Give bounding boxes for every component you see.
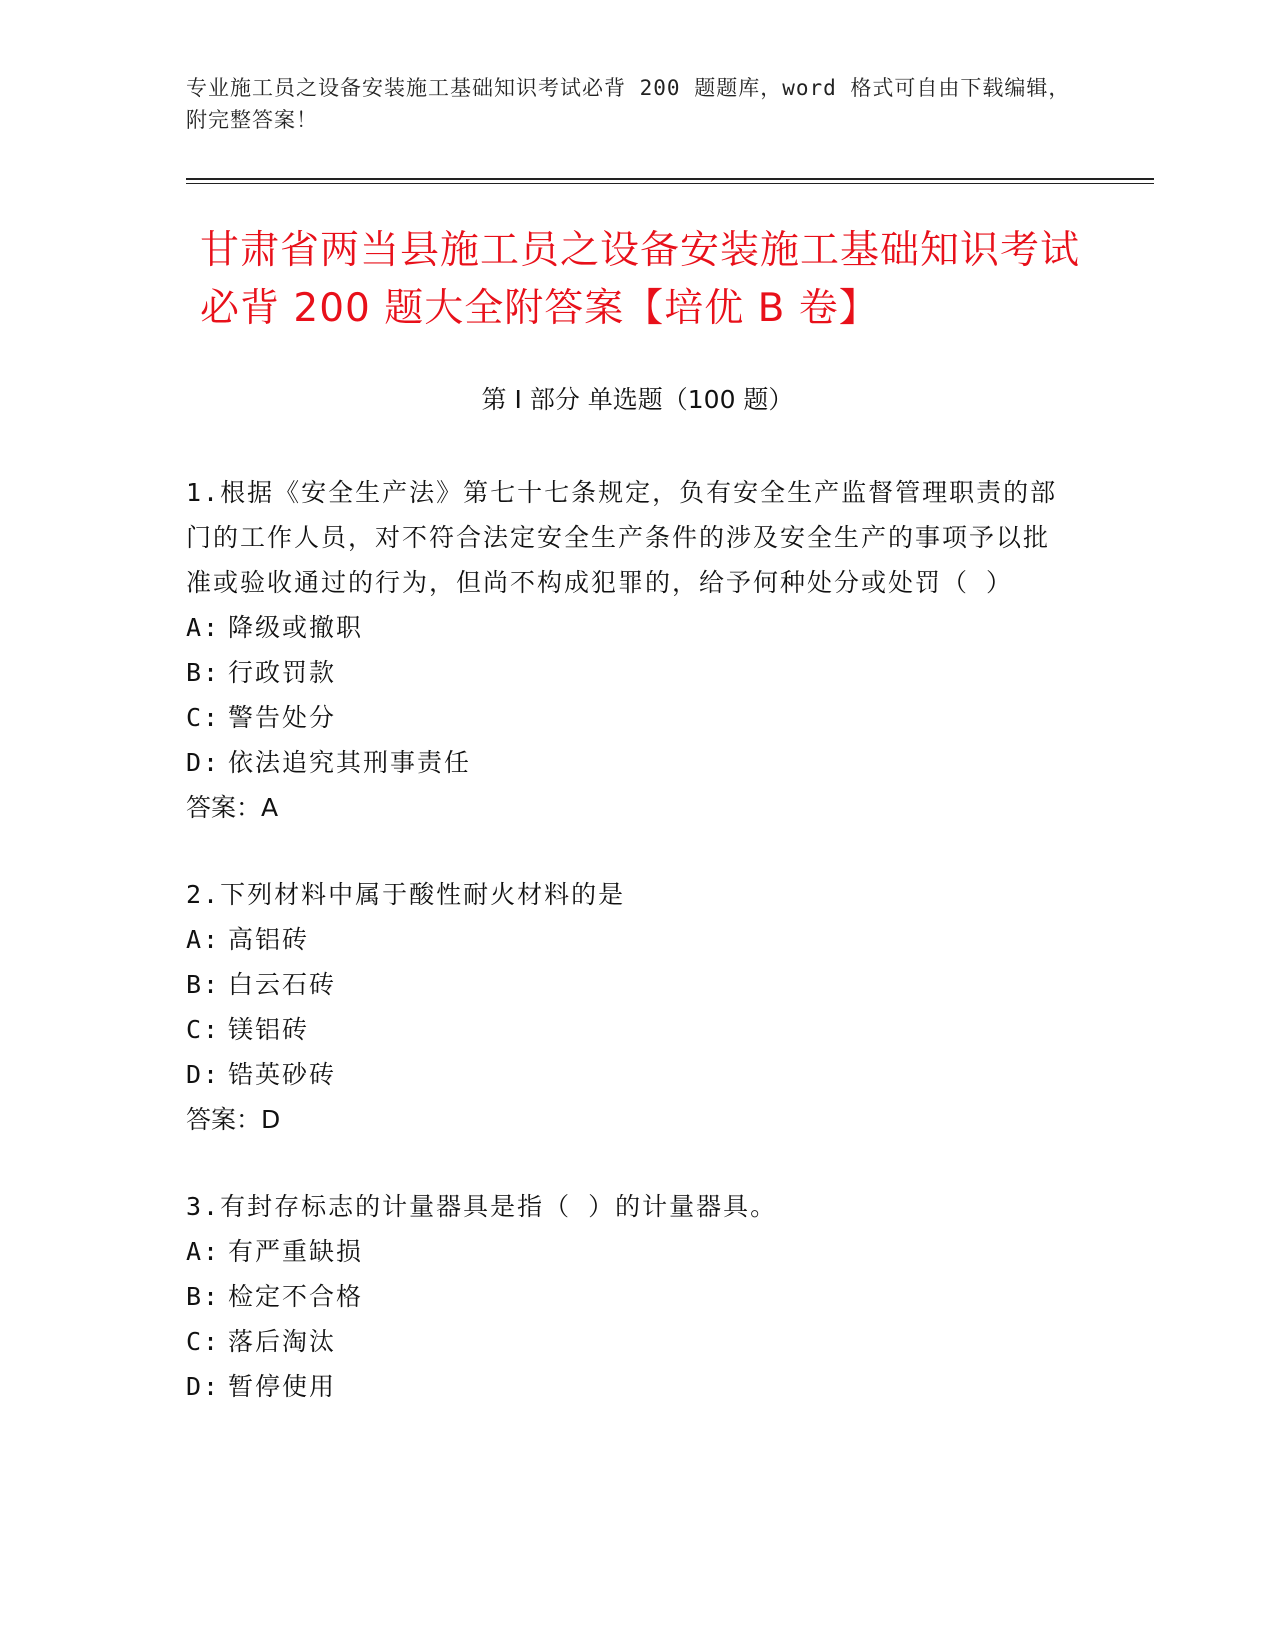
option-a	[186, 917, 1066, 962]
option-key: D:	[186, 1372, 221, 1401]
option-b	[186, 962, 1066, 1007]
option-text: 暂停使用	[228, 1372, 337, 1401]
option-c	[186, 1319, 1066, 1364]
question-stem: 2.下列材料中属于酸性耐火材料的是	[186, 880, 626, 909]
option-text: 依法追究其刑事责任	[228, 748, 472, 777]
option-key: B:	[186, 1282, 221, 1311]
option-key: C:	[186, 1015, 221, 1044]
option-text: 警告处分	[228, 703, 337, 732]
option-key: D:	[186, 1060, 221, 1089]
option-d	[186, 1364, 1066, 1409]
question-stem: 1.根据《安全生产法》第七十七条规定，负有安全生产监督管理职责的部门的工作人员，对不符合法定安全生产条件的涉及安全生产的事项予以批准或验收通过的行为，但尚不构成犯罪的，给予何种处分或处罚（ ）	[186, 478, 1058, 597]
option-key: B:	[186, 658, 221, 687]
option-key: A:	[186, 925, 221, 954]
option-text: 行政罚款	[228, 658, 337, 687]
header-divider-thin	[186, 183, 1154, 184]
question-3	[186, 1184, 1066, 1409]
question-stem: 3.有封存标志的计量器具是指（ ）的计量器具。	[186, 1192, 778, 1221]
question-1	[186, 470, 1066, 830]
option-key: C:	[186, 1327, 221, 1356]
option-c	[186, 695, 1066, 740]
option-d	[186, 1052, 1066, 1097]
option-d	[186, 740, 1066, 785]
option-key: C:	[186, 703, 221, 732]
page-title: 甘肃省两当县施工员之设备安装施工基础知识考试必背 200 题大全附答案【培优 B 卷】	[200, 228, 1081, 331]
option-key: A:	[186, 613, 221, 642]
question-2	[186, 872, 1066, 1142]
option-text: 检定不合格	[228, 1282, 364, 1311]
option-b	[186, 650, 1066, 695]
header-divider	[186, 178, 1154, 180]
question-list	[186, 470, 1066, 1451]
option-text: 镁铝砖	[228, 1015, 310, 1044]
answer-line: 答案：A	[186, 793, 279, 822]
header-note: 专业施工员之设备安装施工基础知识考试必背 200 题题库，word 格式可自由下载编辑，附完整答案！	[186, 76, 1071, 132]
option-a	[186, 1229, 1066, 1274]
option-a	[186, 605, 1066, 650]
option-key: A:	[186, 1237, 221, 1266]
answer-line: 答案：D	[186, 1105, 281, 1134]
option-key: B:	[186, 970, 221, 999]
option-text: 有严重缺损	[228, 1237, 364, 1266]
option-text: 降级或撤职	[228, 613, 364, 642]
option-text: 落后淘汰	[228, 1327, 337, 1356]
option-text: 锆英砂砖	[228, 1060, 337, 1089]
option-b	[186, 1274, 1066, 1319]
section-heading: 第 I 部分 单选题（100 题）	[481, 385, 794, 414]
option-text: 高铝砖	[228, 925, 310, 954]
option-text: 白云石砖	[228, 970, 337, 999]
option-c	[186, 1007, 1066, 1052]
option-key: D:	[186, 748, 221, 777]
